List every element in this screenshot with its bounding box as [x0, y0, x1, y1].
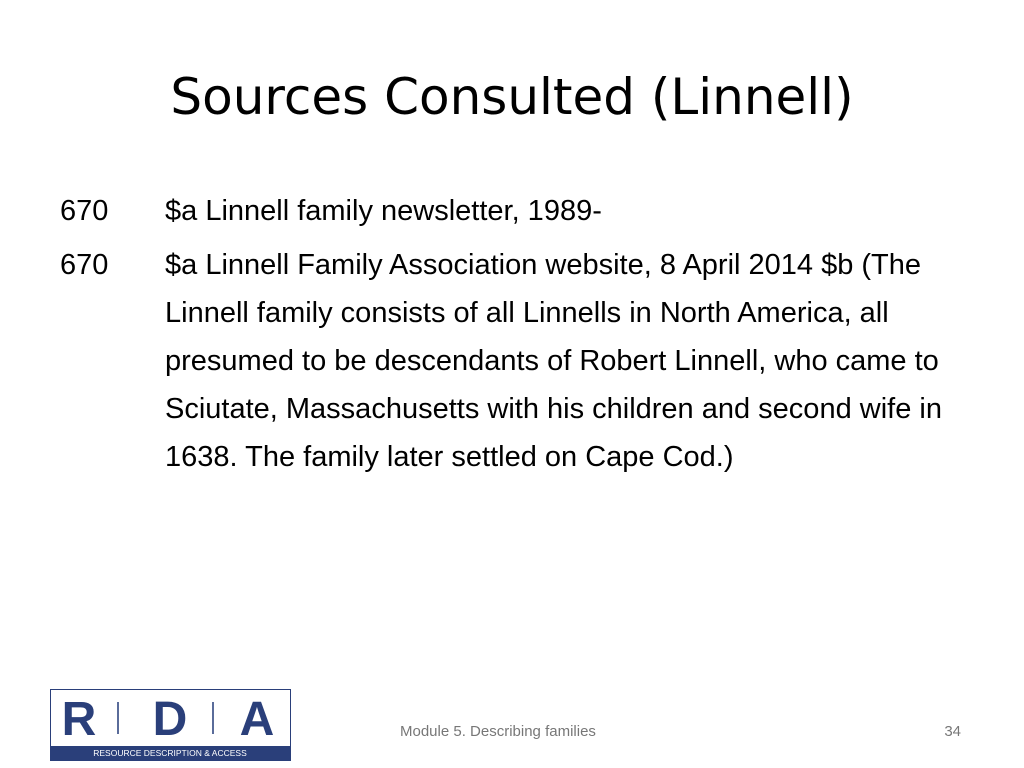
marc-field-tag: 670 [60, 195, 109, 227]
logo-letter-d: D [152, 693, 188, 746]
rda-logo [50, 689, 291, 761]
footer-module-text: Module 5. Describing families [400, 723, 596, 740]
list-item [60, 241, 970, 481]
list-item [60, 187, 970, 235]
logo-letter-r: R [61, 693, 97, 746]
logo-tagline: RESOURCE DESCRIPTION & ACCESS [93, 748, 247, 758]
marc-field-tag: 670 [60, 249, 109, 281]
marc-field-text: $a Linnell family newsletter, 1989- [165, 195, 602, 227]
logo-letter-a: A [239, 693, 275, 746]
marc-field-text: $a Linnell Family Association website, 8 April 2014 $b (The Linnell family consists of all Linnells in North America, all presumed to be descendants of Robert Linnell, who came to Sciutate, Massachusetts with his children and second wife in 1638. The family later settled on Cape Cod.) [165, 249, 942, 473]
slide-body [60, 187, 970, 487]
page-number: 34 [944, 723, 961, 740]
slide-title: Sources Consulted (Linnell) [170, 68, 854, 126]
